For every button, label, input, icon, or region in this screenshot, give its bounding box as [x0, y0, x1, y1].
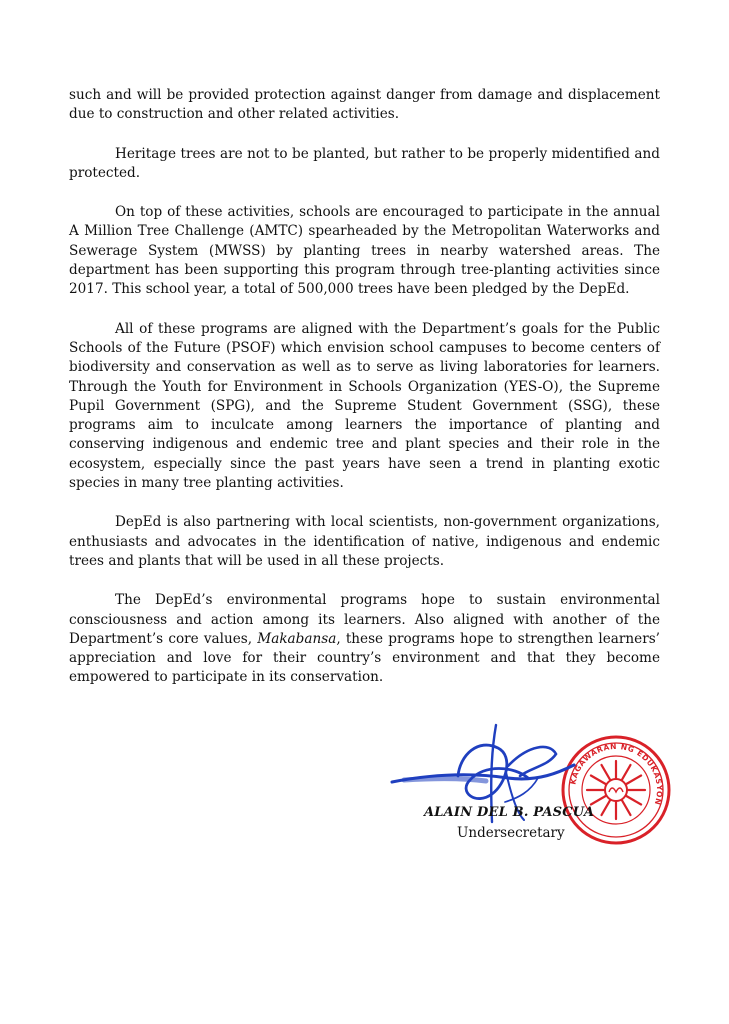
paragraph-6 — [69, 591, 660, 687]
paragraph-1: such and will be provided protection against danger from damage and displacement due to construction and other related activities. — [69, 87, 660, 123]
paragraph-6-after: , these programs hope to strengthen learners’ appreciation and love for their country’s environment and that they become empowered to participate in its conservation. — [69, 630, 660, 686]
body-text — [69, 86, 660, 708]
signature-block — [380, 712, 680, 862]
signatory-title: Undersecretary — [457, 825, 565, 841]
paragraph-4: All of these programs are aligned with the Department’s goals for the Public Schools of the Future (PSOF) which envision school campuses to become centers of biodiversity and conservation as well as to serve as living laboratories for learners. Through the Youth for Environment in Schools Organization (YES-O), the Supreme Pupil Government (SPG), and the Supreme Student Government (SSG), these programs aim to inculcate among learners the importance of planting and conserving indigenous and endemic tree and plant species and their role in the ecosystem, especially since the past years have seen a trend in planting exotic species in many tree planting activities. — [69, 320, 660, 492]
paragraph-3: On top of these activities, schools are encouraged to participate in the annual A Million Tree Challenge (AMTC) spearheaded by the Metropolitan Waterworks and Sewerage System (MWSS) by planting trees in nearby watershed areas. The department has been supporting this program through tree-planting activities since 2017. This school year, a total of 500,000 trees have been pledged by the DepEd. — [69, 204, 660, 298]
signatory-name: ALAIN DEL B. PASCUA — [424, 805, 595, 820]
paragraph-2: Heritage trees are not to be planted, but rather to be properly midentified and protected. — [69, 145, 660, 181]
paragraph-6-emphasis: Makabansa — [257, 630, 337, 647]
seal-text: KAGAWARAN NG EDUKASYON — [568, 741, 665, 807]
paragraph-6-before: The DepEd’s environmental programs hope to sustain environmental consciousness and action among its learners. Also aligned with another of the Department’s core values, — [69, 592, 660, 647]
paragraph-5: DepEd is also partnering with local scientists, non-government organizations, enthusiasts and advocates in the identification of native, indigenous and endemic trees and plants that will be used in all these projects. — [69, 514, 660, 569]
